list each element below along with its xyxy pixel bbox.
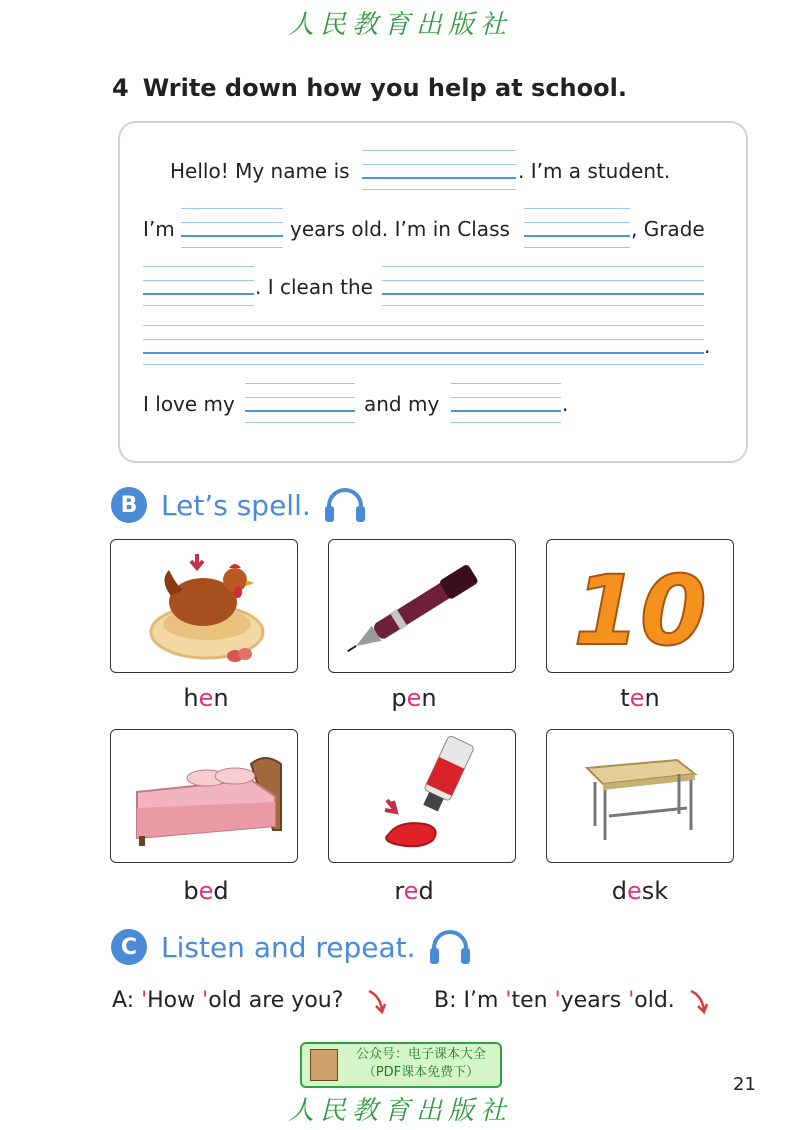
line2-text-c: , Grade [631,217,705,241]
line2-text-a: I’m [143,217,175,241]
word-pen: pen [391,684,437,712]
word-red: red [394,877,434,905]
note-line-2: （PDF课本免费下） [362,1065,480,1080]
desk-picture [547,730,733,862]
section-c-badge: C [111,929,147,965]
pdf-watermark-note [300,1042,502,1088]
line5-text-c: . [562,392,569,416]
falling-intonation-icon [366,988,388,1016]
section-c-header [111,928,474,966]
section-4-number: 4 [112,74,129,102]
card-pen [328,539,516,673]
card-bed [110,729,298,863]
card-desk [546,729,734,863]
word-hen: hen [183,684,229,712]
line5-text-b: and my [364,392,440,416]
word-desk: desk [611,877,669,905]
ten-picture [547,540,733,672]
clean-blank[interactable] [382,266,704,306]
line1-text-a: Hello! My name is [170,159,350,183]
full-line-blank[interactable] [143,325,704,365]
red-paint-picture [329,730,515,862]
dialog-line-a: A: 'How 'old are you? [112,988,344,1013]
publisher-mark-bottom: 人民教育出版社 [287,1096,512,1126]
grade-blank[interactable] [143,266,254,306]
page-number: 21 [733,1074,756,1095]
card-ten [546,539,734,673]
line4-period: . [704,334,711,358]
love-blank-2[interactable] [451,383,561,423]
section-4-title [112,74,627,102]
name-blank[interactable] [362,150,516,190]
headphones-icon[interactable] [426,928,474,966]
line1-text-b: . I’m a student. [518,159,671,183]
section-c-title: Listen and repeat. [161,930,416,964]
section-4-instruction: Write down how you help at school. [142,74,627,102]
dialog-line-b: B: I’m 'ten 'years 'old. [434,988,675,1013]
note-line-1: 公众号：电子课本大全 [355,1047,486,1062]
love-blank-1[interactable] [245,383,355,423]
hen-picture [111,540,297,672]
word-ten: ten [620,684,660,712]
book-icon [310,1049,338,1081]
section-b-header [111,486,369,524]
headphones-icon[interactable] [321,486,369,524]
section-b-title: Let’s spell. [161,488,311,522]
card-red [328,729,516,863]
section-b-badge: B [111,487,147,523]
line5-text-a: I love my [143,392,235,416]
pen-picture [329,540,515,672]
card-hen [110,539,298,673]
bed-picture [111,730,297,862]
class-blank[interactable] [524,208,630,248]
line3-text-a: . I clean the [255,275,373,299]
age-blank[interactable] [181,208,283,248]
word-bed: bed [183,877,229,905]
falling-intonation-icon [688,988,710,1016]
publisher-mark-top: 人民教育出版社 [287,10,512,40]
line2-text-b: years old. I’m in Class [290,217,510,241]
ten-numeral: 10 [573,555,707,667]
